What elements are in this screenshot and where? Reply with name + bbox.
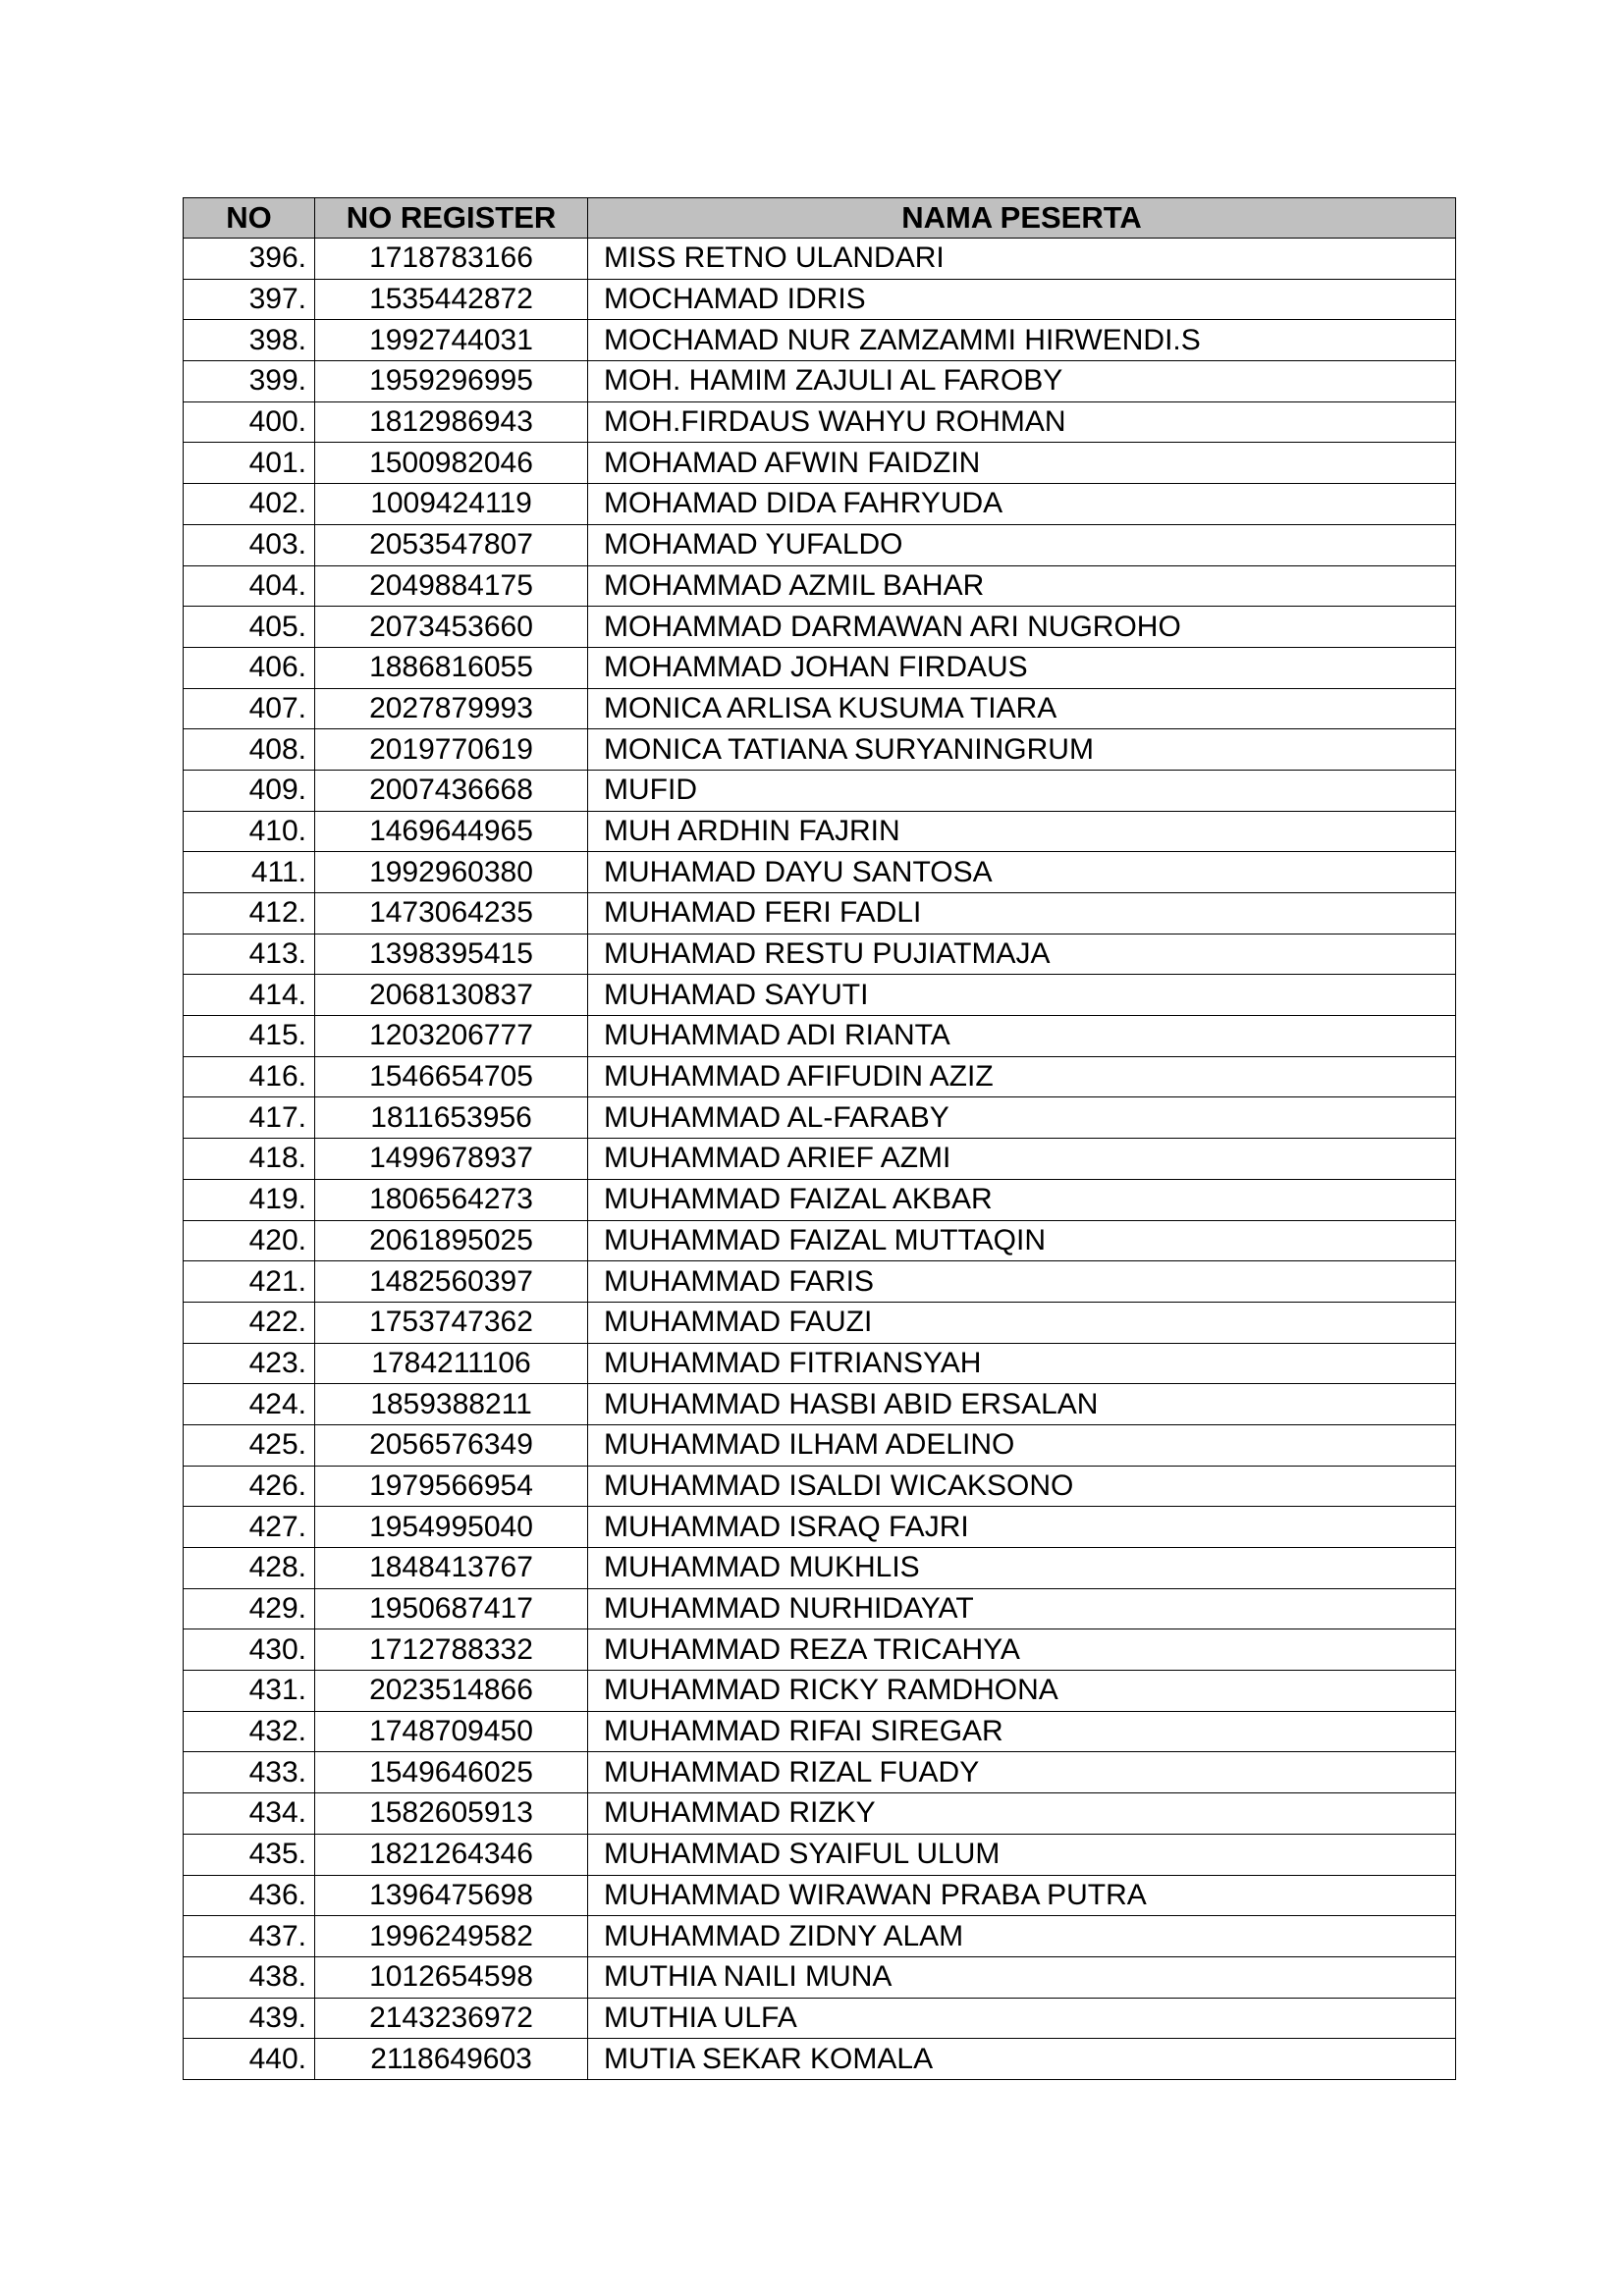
participant-name-cell: MUHAMMAD RICKY RAMDHONA xyxy=(588,1671,1456,1712)
participant-name-cell: MUHAMMAD FITRIANSYAH xyxy=(588,1343,1456,1384)
row-number-cell: 425. xyxy=(184,1424,315,1466)
table-row xyxy=(184,1424,1456,1466)
table-row xyxy=(184,1834,1456,1875)
table-row xyxy=(184,975,1456,1016)
register-number-cell: 1996249582 xyxy=(315,1916,588,1957)
table-row xyxy=(184,2039,1456,2080)
row-number-cell: 434. xyxy=(184,1793,315,1835)
participant-name-cell: MISS RETNO ULANDARI xyxy=(588,239,1456,280)
register-number-cell: 1535442872 xyxy=(315,279,588,320)
register-number-cell: 2143236972 xyxy=(315,1998,588,2039)
participant-name-cell: MOH. HAMIM ZAJULI AL FAROBY xyxy=(588,361,1456,402)
row-number-cell: 414. xyxy=(184,975,315,1016)
header-name: NAMA PESERTA xyxy=(588,198,1456,239)
row-number-cell: 398. xyxy=(184,320,315,361)
register-number-cell: 1718783166 xyxy=(315,239,588,280)
register-number-cell: 1992960380 xyxy=(315,852,588,893)
register-number-cell: 1811653956 xyxy=(315,1097,588,1139)
table-row xyxy=(184,852,1456,893)
row-number-cell: 420. xyxy=(184,1220,315,1261)
register-number-cell: 1549646025 xyxy=(315,1752,588,1793)
participant-name-cell: MOHAMAD YUFALDO xyxy=(588,524,1456,565)
participant-name-cell: MUHAMMAD ISRAQ FAJRI xyxy=(588,1507,1456,1548)
participant-name-cell: MUHAMMAD ZIDNY ALAM xyxy=(588,1916,1456,1957)
row-number-cell: 396. xyxy=(184,239,315,280)
row-number-cell: 419. xyxy=(184,1179,315,1220)
register-number-cell: 2019770619 xyxy=(315,729,588,771)
participant-table xyxy=(183,197,1456,2080)
table-row xyxy=(184,443,1456,484)
participant-name-cell: MUHAMMAD ISALDI WICAKSONO xyxy=(588,1466,1456,1507)
row-number-cell: 403. xyxy=(184,524,315,565)
header-register: NO REGISTER xyxy=(315,198,588,239)
participant-name-cell: MUHAMMAD ILHAM ADELINO xyxy=(588,1424,1456,1466)
table-row xyxy=(184,1261,1456,1303)
row-number-cell: 418. xyxy=(184,1139,315,1180)
row-number-cell: 409. xyxy=(184,770,315,811)
participant-name-cell: MUHAMMAD SYAIFUL ULUM xyxy=(588,1834,1456,1875)
table-row xyxy=(184,607,1456,648)
table-row xyxy=(184,1466,1456,1507)
register-number-cell: 2061895025 xyxy=(315,1220,588,1261)
table-row xyxy=(184,1998,1456,2039)
register-number-cell: 2049884175 xyxy=(315,565,588,607)
header-row xyxy=(184,198,1456,239)
row-number-cell: 429. xyxy=(184,1588,315,1629)
register-number-cell: 2023514866 xyxy=(315,1671,588,1712)
register-number-cell: 1748709450 xyxy=(315,1711,588,1752)
participant-name-cell: MUHAMAD SAYUTI xyxy=(588,975,1456,1016)
participant-name-cell: MUHAMMAD NURHIDAYAT xyxy=(588,1588,1456,1629)
register-number-cell: 1806564273 xyxy=(315,1179,588,1220)
table-row xyxy=(184,934,1456,975)
participant-name-cell: MUHAMAD FERI FADLI xyxy=(588,893,1456,934)
table-row xyxy=(184,361,1456,402)
row-number-cell: 399. xyxy=(184,361,315,402)
row-number-cell: 433. xyxy=(184,1752,315,1793)
row-number-cell: 404. xyxy=(184,565,315,607)
register-number-cell: 1012654598 xyxy=(315,1956,588,1998)
row-number-cell: 416. xyxy=(184,1056,315,1097)
row-number-cell: 407. xyxy=(184,688,315,729)
table-row xyxy=(184,729,1456,771)
register-number-cell: 1784211106 xyxy=(315,1343,588,1384)
table-row xyxy=(184,1956,1456,1998)
table-row xyxy=(184,1588,1456,1629)
register-number-cell: 1954995040 xyxy=(315,1507,588,1548)
row-number-cell: 423. xyxy=(184,1343,315,1384)
participant-name-cell: MUHAMMAD FAUZI xyxy=(588,1302,1456,1343)
table-row xyxy=(184,565,1456,607)
table-row xyxy=(184,401,1456,443)
table-row xyxy=(184,1343,1456,1384)
register-number-cell: 2068130837 xyxy=(315,975,588,1016)
table-row xyxy=(184,484,1456,525)
register-number-cell: 1979566954 xyxy=(315,1466,588,1507)
register-number-cell: 2118649603 xyxy=(315,2039,588,2080)
table-row xyxy=(184,1629,1456,1671)
participant-name-cell: MUHAMAD RESTU PUJIATMAJA xyxy=(588,934,1456,975)
row-number-cell: 424. xyxy=(184,1384,315,1425)
table-row xyxy=(184,239,1456,280)
register-number-cell: 1473064235 xyxy=(315,893,588,934)
table-row xyxy=(184,647,1456,688)
participant-name-cell: MOCHAMAD NUR ZAMZAMMI HIRWENDI.S xyxy=(588,320,1456,361)
table-row xyxy=(184,1752,1456,1793)
row-number-cell: 413. xyxy=(184,934,315,975)
participant-name-cell: MUHAMMAD HASBI ABID ERSALAN xyxy=(588,1384,1456,1425)
register-number-cell: 1886816055 xyxy=(315,647,588,688)
participant-name-cell: MUTHIA ULFA xyxy=(588,1998,1456,2039)
table-row xyxy=(184,1711,1456,1752)
participant-name-cell: MOCHAMAD IDRIS xyxy=(588,279,1456,320)
table-row xyxy=(184,1671,1456,1712)
table-row xyxy=(184,524,1456,565)
register-number-cell: 1959296995 xyxy=(315,361,588,402)
header-no: NO xyxy=(184,198,315,239)
row-number-cell: 430. xyxy=(184,1629,315,1671)
row-number-cell: 426. xyxy=(184,1466,315,1507)
row-number-cell: 417. xyxy=(184,1097,315,1139)
participant-name-cell: MUH ARDHIN FAJRIN xyxy=(588,811,1456,852)
participant-name-cell: MUHAMMAD MUKHLIS xyxy=(588,1548,1456,1589)
table-row xyxy=(184,1793,1456,1835)
table-row xyxy=(184,1056,1456,1097)
table-row xyxy=(184,1507,1456,1548)
participant-name-cell: MONICA ARLISA KUSUMA TIARA xyxy=(588,688,1456,729)
register-number-cell: 1398395415 xyxy=(315,934,588,975)
participant-name-cell: MOHAMMAD DARMAWAN ARI NUGROHO xyxy=(588,607,1456,648)
row-number-cell: 435. xyxy=(184,1834,315,1875)
table-row xyxy=(184,1302,1456,1343)
row-number-cell: 400. xyxy=(184,401,315,443)
participant-name-cell: MUHAMMAD REZA TRICAHYA xyxy=(588,1629,1456,1671)
table-row xyxy=(184,279,1456,320)
table-row xyxy=(184,1384,1456,1425)
register-number-cell: 1712788332 xyxy=(315,1629,588,1671)
participant-name-cell: MUHAMMAD RIZKY xyxy=(588,1793,1456,1835)
table-row xyxy=(184,811,1456,852)
table-row xyxy=(184,1097,1456,1139)
participant-name-cell: MUHAMMAD AFIFUDIN AZIZ xyxy=(588,1056,1456,1097)
row-number-cell: 437. xyxy=(184,1916,315,1957)
participant-name-cell: MUTIA SEKAR KOMALA xyxy=(588,2039,1456,2080)
row-number-cell: 440. xyxy=(184,2039,315,2080)
row-number-cell: 421. xyxy=(184,1261,315,1303)
register-number-cell: 1753747362 xyxy=(315,1302,588,1343)
row-number-cell: 412. xyxy=(184,893,315,934)
participant-name-cell: MUTHIA NAILI MUNA xyxy=(588,1956,1456,1998)
table-row xyxy=(184,1179,1456,1220)
participant-name-cell: MUHAMMAD FAIZAL AKBAR xyxy=(588,1179,1456,1220)
row-number-cell: 422. xyxy=(184,1302,315,1343)
participant-name-cell: MOHAMMAD AZMIL BAHAR xyxy=(588,565,1456,607)
row-number-cell: 436. xyxy=(184,1875,315,1916)
participant-name-cell: MOH.FIRDAUS WAHYU ROHMAN xyxy=(588,401,1456,443)
register-number-cell: 2053547807 xyxy=(315,524,588,565)
register-number-cell: 1546654705 xyxy=(315,1056,588,1097)
register-number-cell: 1203206777 xyxy=(315,1016,588,1057)
table-header xyxy=(184,198,1456,239)
row-number-cell: 411. xyxy=(184,852,315,893)
participant-name-cell: MONICA TATIANA SURYANINGRUM xyxy=(588,729,1456,771)
register-number-cell: 2056576349 xyxy=(315,1424,588,1466)
register-number-cell: 1582605913 xyxy=(315,1793,588,1835)
table-row xyxy=(184,893,1456,934)
register-number-cell: 1992744031 xyxy=(315,320,588,361)
register-number-cell: 1950687417 xyxy=(315,1588,588,1629)
participant-name-cell: MUHAMMAD AL-FARABY xyxy=(588,1097,1456,1139)
row-number-cell: 401. xyxy=(184,443,315,484)
row-number-cell: 397. xyxy=(184,279,315,320)
row-number-cell: 439. xyxy=(184,1998,315,2039)
row-number-cell: 427. xyxy=(184,1507,315,1548)
register-number-cell: 1499678937 xyxy=(315,1139,588,1180)
register-number-cell: 2073453660 xyxy=(315,607,588,648)
table-row xyxy=(184,770,1456,811)
table-row xyxy=(184,320,1456,361)
row-number-cell: 406. xyxy=(184,647,315,688)
participant-name-cell: MOHAMMAD JOHAN FIRDAUS xyxy=(588,647,1456,688)
row-number-cell: 402. xyxy=(184,484,315,525)
table-row xyxy=(184,1875,1456,1916)
register-number-cell: 1482560397 xyxy=(315,1261,588,1303)
row-number-cell: 428. xyxy=(184,1548,315,1589)
register-number-cell: 1396475698 xyxy=(315,1875,588,1916)
register-number-cell: 1848413767 xyxy=(315,1548,588,1589)
table-row xyxy=(184,1548,1456,1589)
participant-name-cell: MUHAMMAD RIZAL FUADY xyxy=(588,1752,1456,1793)
register-number-cell: 1469644965 xyxy=(315,811,588,852)
row-number-cell: 410. xyxy=(184,811,315,852)
table-row xyxy=(184,1016,1456,1057)
row-number-cell: 432. xyxy=(184,1711,315,1752)
row-number-cell: 438. xyxy=(184,1956,315,1998)
register-number-cell: 2007436668 xyxy=(315,770,588,811)
participant-name-cell: MUHAMMAD ADI RIANTA xyxy=(588,1016,1456,1057)
row-number-cell: 415. xyxy=(184,1016,315,1057)
register-number-cell: 1500982046 xyxy=(315,443,588,484)
register-number-cell: 1821264346 xyxy=(315,1834,588,1875)
register-number-cell: 1812986943 xyxy=(315,401,588,443)
row-number-cell: 408. xyxy=(184,729,315,771)
participant-name-cell: MUFID xyxy=(588,770,1456,811)
register-number-cell: 2027879993 xyxy=(315,688,588,729)
participant-name-cell: MUHAMMAD FAIZAL MUTTAQIN xyxy=(588,1220,1456,1261)
participant-name-cell: MUHAMMAD RIFAI SIREGAR xyxy=(588,1711,1456,1752)
row-number-cell: 431. xyxy=(184,1671,315,1712)
participant-name-cell: MOHAMAD AFWIN FAIDZIN xyxy=(588,443,1456,484)
table-row xyxy=(184,1220,1456,1261)
participant-name-cell: MUHAMMAD FARIS xyxy=(588,1261,1456,1303)
row-number-cell: 405. xyxy=(184,607,315,648)
table-body xyxy=(184,239,1456,2080)
register-number-cell: 1859388211 xyxy=(315,1384,588,1425)
table-row xyxy=(184,1916,1456,1957)
table-row xyxy=(184,1139,1456,1180)
participant-name-cell: MOHAMAD DIDA FAHRYUDA xyxy=(588,484,1456,525)
participant-name-cell: MUHAMAD DAYU SANTOSA xyxy=(588,852,1456,893)
participant-name-cell: MUHAMMAD WIRAWAN PRABA PUTRA xyxy=(588,1875,1456,1916)
participant-name-cell: MUHAMMAD ARIEF AZMI xyxy=(588,1139,1456,1180)
register-number-cell: 1009424119 xyxy=(315,484,588,525)
table-row xyxy=(184,688,1456,729)
